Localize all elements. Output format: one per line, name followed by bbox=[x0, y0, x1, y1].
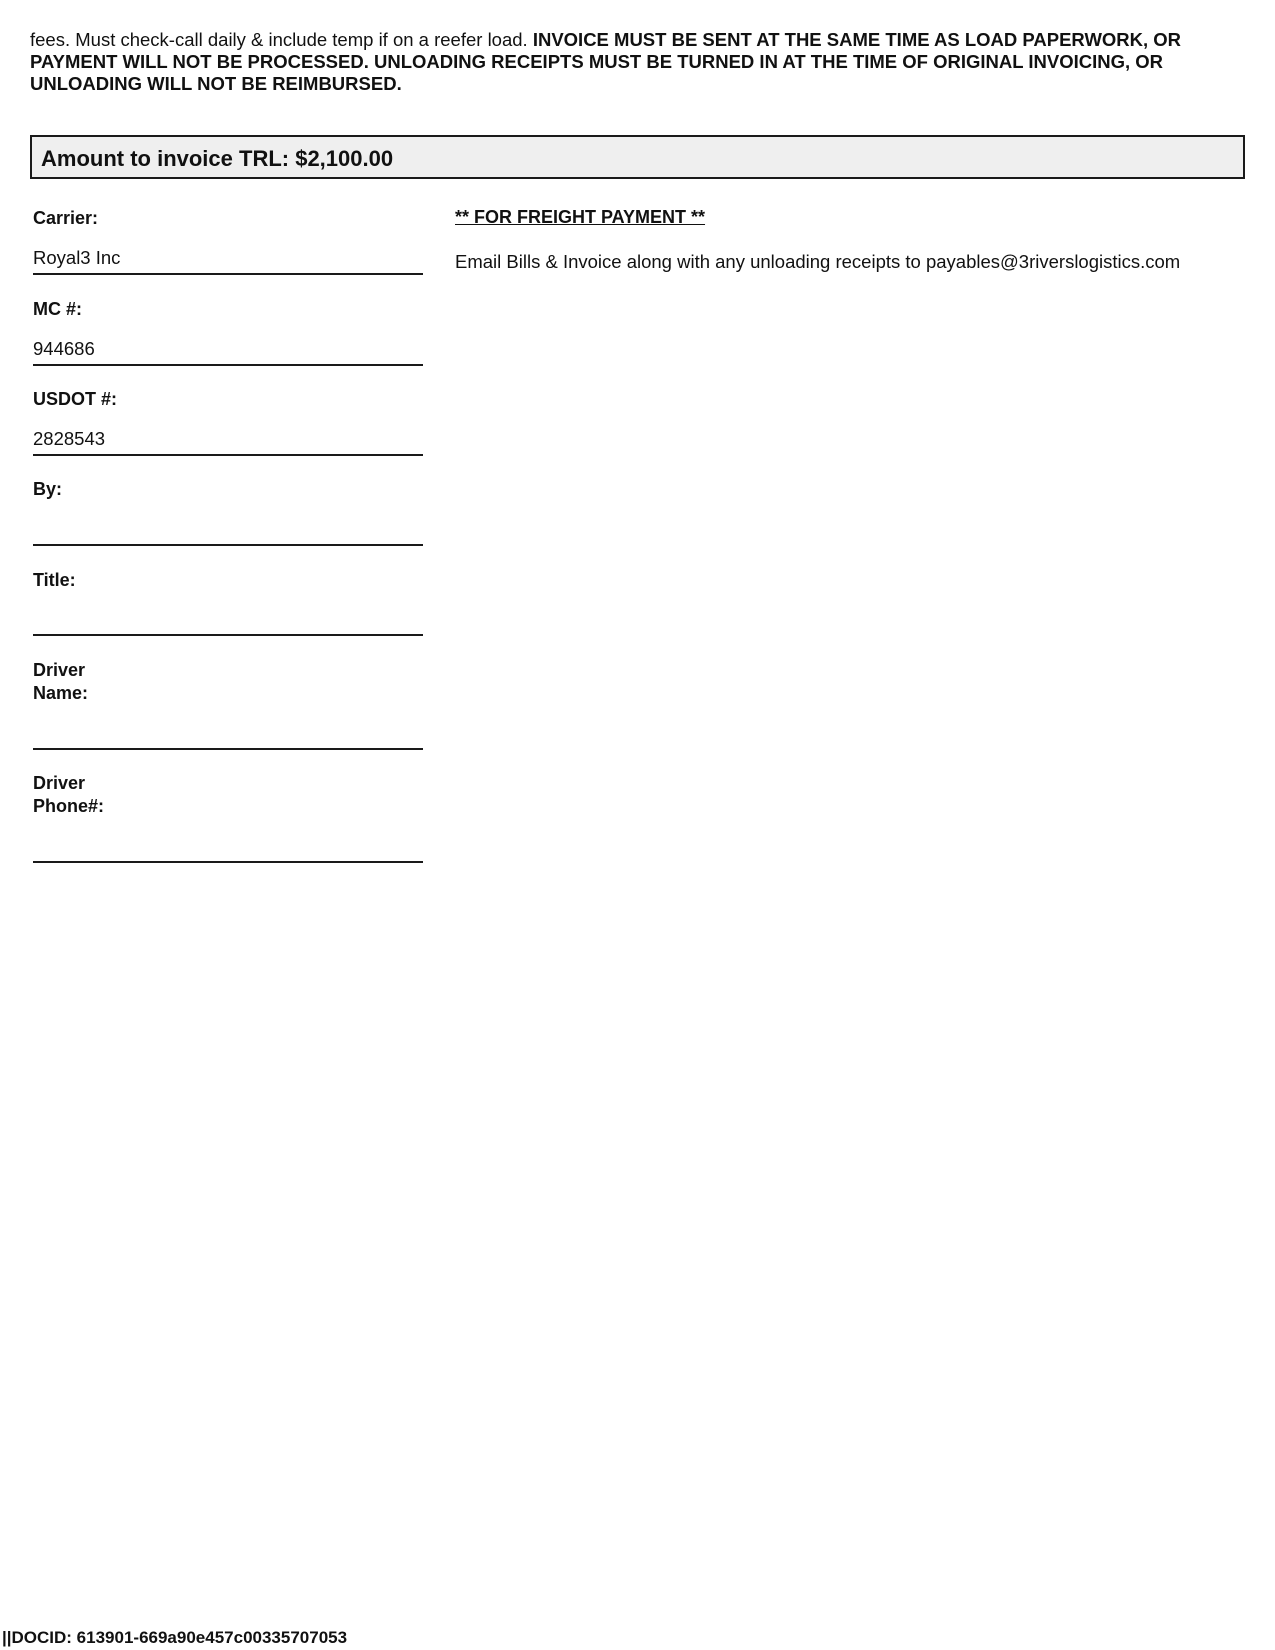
carrier-label: Carrier: bbox=[33, 208, 99, 228]
terms-normal-text: fees. Must check-call daily & include temp if on a reefer load. bbox=[30, 29, 533, 50]
driver-name-label-line-1: Driver bbox=[33, 660, 86, 680]
title-label: Title: bbox=[33, 570, 76, 590]
carrier-value: Royal3 Inc bbox=[33, 246, 423, 275]
usdot-number-value: 2828543 bbox=[33, 427, 423, 456]
driver-phone-label bbox=[33, 772, 104, 818]
freight-payment-heading: ** FOR FREIGHT PAYMENT ** bbox=[455, 207, 706, 227]
document-id: ||DOCID: 613901-669a90e457c00335707053 bbox=[2, 1628, 348, 1647]
driver-phone-label-line-2: Phone#: bbox=[33, 796, 105, 816]
driver-phone-line bbox=[33, 834, 423, 863]
by-signature-line bbox=[33, 517, 423, 546]
title-line bbox=[33, 607, 423, 636]
terms-bold-warning: INVOICE MUST BE SENT AT THE SAME TIME AS LOAD PAPERWORK, OR PAYMENT WILL NOT BE PROCESSED. UNLOADING RECEIPTS MUST BE TURNED IN AT THE TIME OF ORIGINAL INVOICING, OR UNLOADING WILL NOT BE REIMBURSED. bbox=[30, 29, 1182, 94]
by-label: By: bbox=[33, 479, 63, 499]
driver-phone-label-line-1: Driver bbox=[33, 773, 86, 793]
driver-name-label bbox=[33, 659, 88, 705]
mc-number-value: 944686 bbox=[33, 337, 423, 366]
amount-to-invoice-box bbox=[30, 135, 1245, 179]
freight-payment-instruction: Email Bills & Invoice along with any unloading receipts to payables@3riverslogistics.com bbox=[455, 251, 1181, 272]
terms-paragraph bbox=[30, 29, 1245, 95]
driver-name-line bbox=[33, 721, 423, 750]
mc-number-label: MC #: bbox=[33, 299, 82, 319]
driver-name-label-line-2: Name: bbox=[33, 683, 89, 703]
amount-to-invoice-text: Amount to invoice TRL: $2,100.00 bbox=[41, 146, 394, 171]
usdot-number-label: USDOT #: bbox=[33, 389, 118, 409]
